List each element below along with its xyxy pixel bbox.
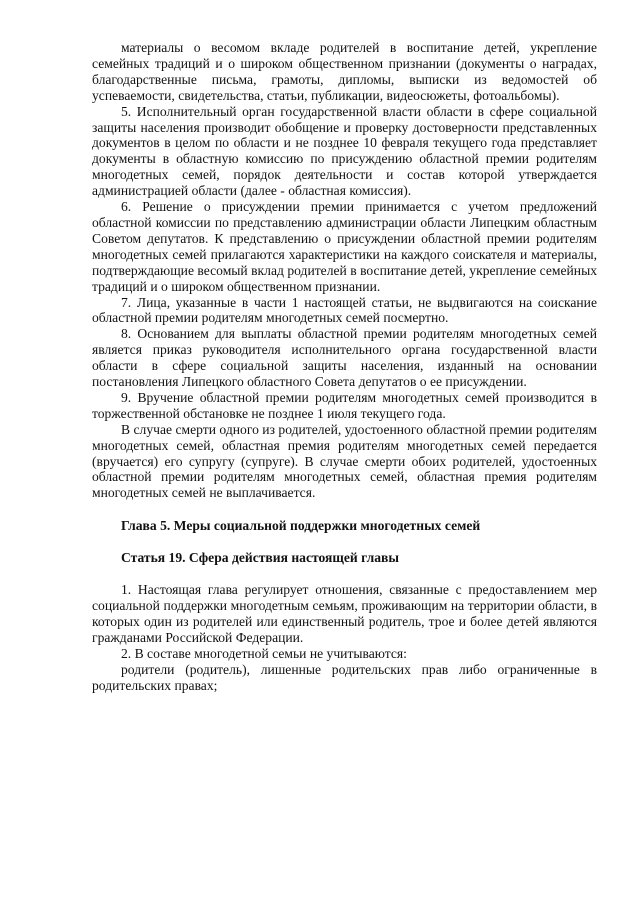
spacer	[92, 566, 597, 582]
paragraph-item-6: 6. Решение о присуждении премии принимается с учетом предложений областной комиссии по представлению администрации области Липецким областным Советом депутатов. К представлению о присуждении областной премии родителям многодетных семей прилагаются характеристики на каждого соискателя и материалы, подтверждающие весомый вклад родителей в воспитание детей, укрепление семейных традиций и о широком общественном признании.	[92, 199, 597, 294]
paragraph-item-8: 8. Основанием для выплаты областной премии родителям многодетных семей является приказ руководителя исполнительного органа государственной власти области в сфере социальной защиты населения, изданный на основании постановления Липецкого областного Совета депутатов о ее присуждении.	[92, 326, 597, 390]
paragraph-item-7: 7. Лица, указанные в части 1 настоящей статьи, не выдвигаются на соискание областной премии родителям многодетных семей посмертно.	[92, 294, 597, 326]
paragraph-item-9: 9. Вручение областной премии родителям многодетных семей производится в торжественной обстановке не позднее 1 июля текущего года.	[92, 389, 597, 421]
spacer	[92, 534, 597, 550]
paragraph-scope-1: 1. Настоящая глава регулирует отношения, связанные с предоставлением мер социальной поддержки многодетным семьям, проживающим на территории области, в которых один из родителей или единственный родитель, трое и более детей являются гражданами Российской Федерации.	[92, 582, 597, 645]
article-heading: Статья 19. Сфера действия настоящей главы	[121, 550, 399, 566]
paragraph-item-5: 5. Исполнительный орган государственной власти области в сфере социальной защиты населения производит обобщение и проверку достоверности представленных документов в целом по области и не позднее 10 февраля текущего года представляет документы в областную комиссию по присуждению областной премии родителям многодетных семей, порядок деятельности и состав которой утверждается администрацией области (далее - областная комиссия).	[92, 103, 597, 199]
chapter-heading: Глава 5. Меры социальной поддержки многодетных семей	[121, 518, 481, 534]
paragraph-materials: материалы о весомом вкладе родителей в воспитание детей, укрепление семейных традиций и о широком общественном признании (документы о наградах, благодарственные письма, грамоты, дипломы, выписки из ведомостей об успеваемости, свидетельства, статьи, публикации, видеосюжеты, фотоальбомы).	[92, 40, 597, 103]
spacer	[92, 501, 597, 518]
document-page	[92, 40, 597, 693]
paragraph-excluded-parents: родители (родитель), лишенные родительских прав либо ограниченные в родительских правах;	[92, 661, 597, 693]
paragraph-scope-2: 2. В составе многодетной семьи не учитываются:	[121, 645, 407, 661]
paragraph-death-case: В случае смерти одного из родителей, удостоенного областной премии родителям многодетных семей, областная премия родителям многодетных семей передается (вручается) его супругу (супруге). В случае смерти обоих родителей, удостоенных областной премии родителям многодетных семей, областная премия родителям многодетных семей не выплачивается.	[92, 421, 597, 501]
